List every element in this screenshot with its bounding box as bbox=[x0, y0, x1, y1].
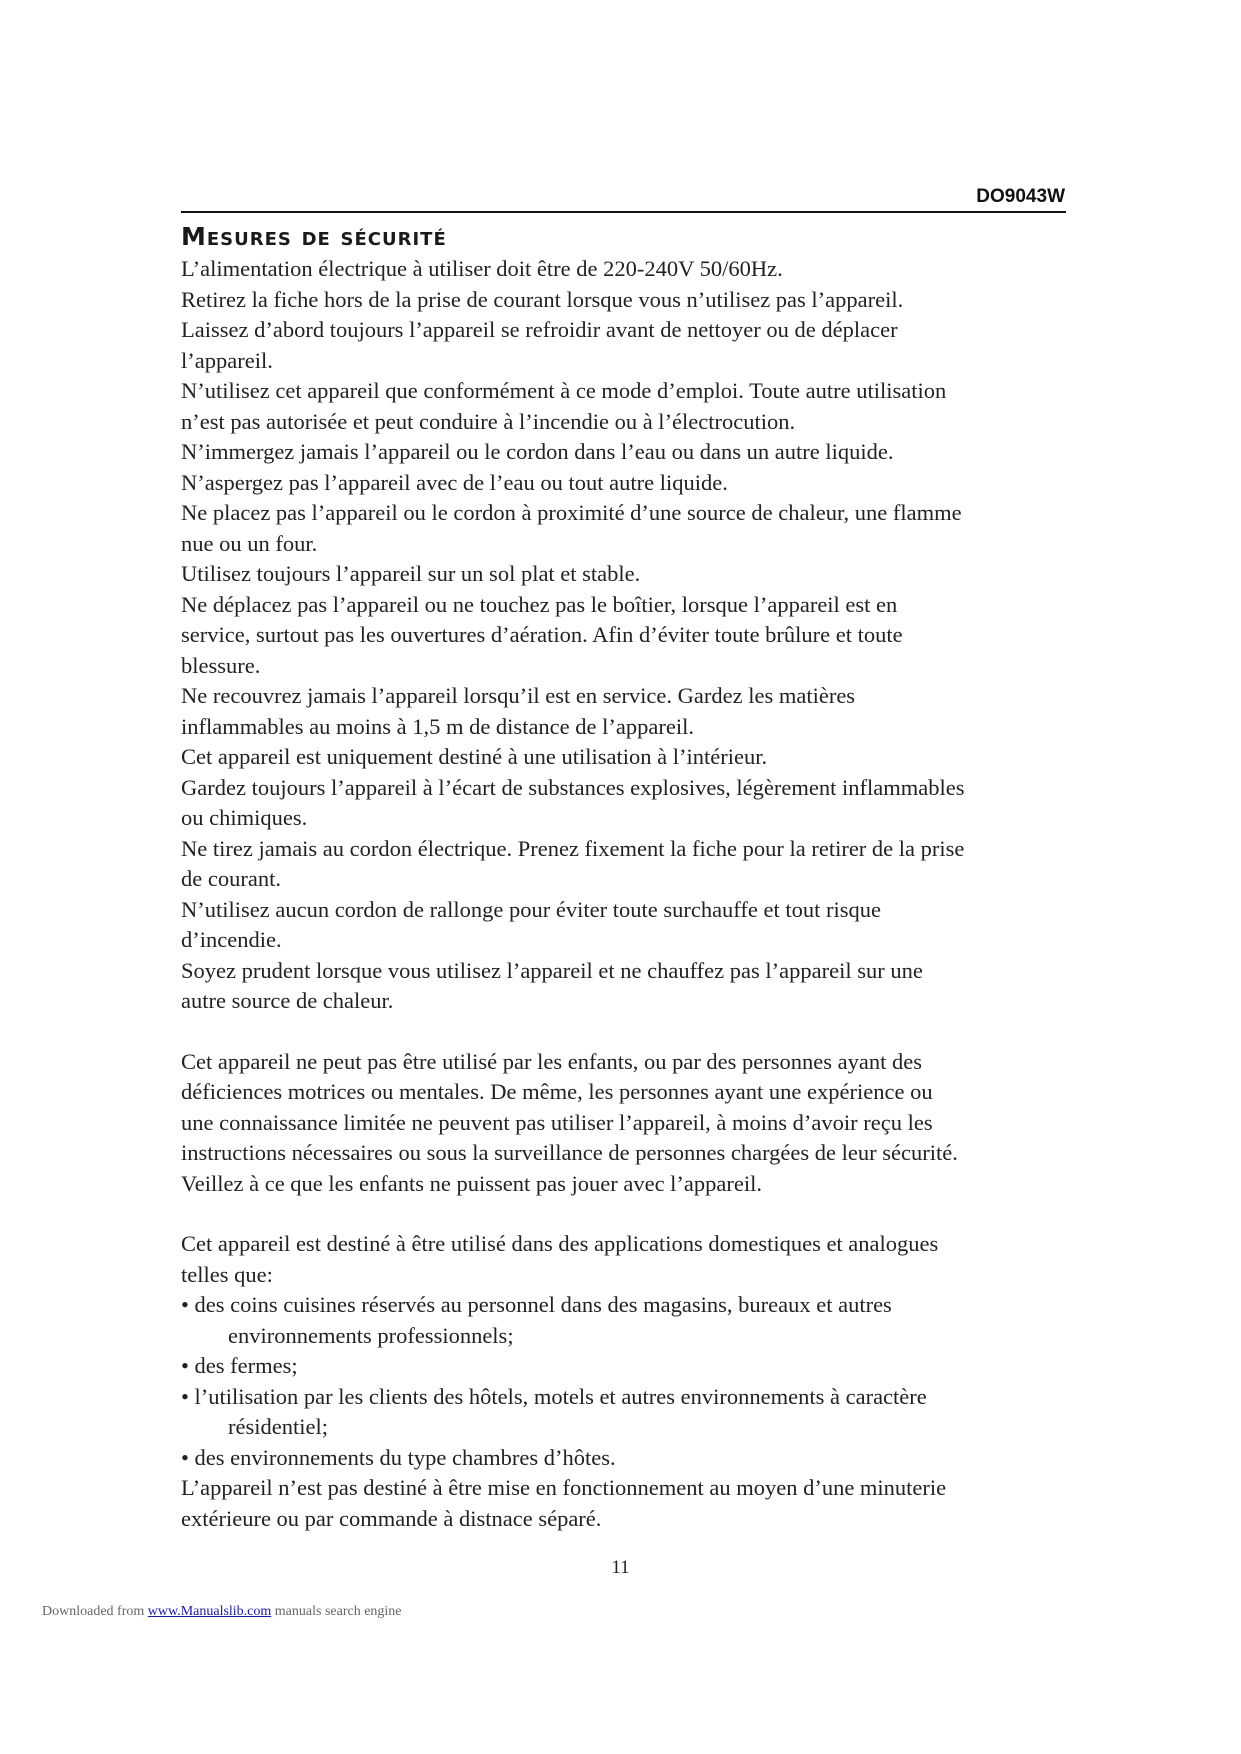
text-line: Ne déplacez pas l’appareil ou ne touchez pas le boîtier, lorsque l’appareil est en bbox=[181, 591, 898, 617]
manualslib-link[interactable]: www.Manualslib.com bbox=[147, 1604, 272, 1619]
list-item-text: des environnements du type chambres d’hôtes. bbox=[194, 1444, 616, 1470]
safety-lines bbox=[181, 254, 1071, 1017]
text-line: L’appareil n’est pas destiné à être mise en fonctionnement au moyen d’une minuterie bbox=[181, 1475, 947, 1500]
list-item-text: des coins cuisines réservés au personnel dans des magasins, bureaux et autres bbox=[194, 1292, 892, 1317]
list-item-continuation: environnements professionnels; bbox=[228, 1322, 514, 1348]
text-line: L’alimentation électrique à utiliser doit être de 220-240V 50/60Hz. bbox=[181, 256, 783, 281]
footer-prefix: Downloaded from bbox=[42, 1604, 148, 1619]
text-line: N’utilisez cet appareil que conformément à ce mode d’emploi. Toute autre utilisation bbox=[181, 378, 947, 403]
text-line: Utilisez toujours l’appareil sur un sol plat et stable. bbox=[181, 561, 641, 586]
text-line: telles que: bbox=[181, 1261, 273, 1287]
text-line: Ne recouvrez jamais l’appareil lorsqu’il est en service. Gardez les matières bbox=[181, 683, 856, 708]
text-line: instructions nécessaires ou sous la surveillance de personnes chargées de leur sécurité. bbox=[181, 1140, 958, 1165]
text-line: déficiences motrices ou mentales. De même, les personnes ayant une expérience ou bbox=[181, 1079, 933, 1104]
text-line: extérieure ou par commande à distnace séparé. bbox=[181, 1505, 602, 1531]
text-line: de courant. bbox=[181, 866, 281, 891]
text-line: nue ou un four. bbox=[181, 530, 318, 556]
text-line: N’aspergez pas l’appareil avec de l’eau ou tout autre liquide. bbox=[181, 469, 728, 495]
bullet-symbol: • bbox=[181, 1383, 189, 1409]
list-item-continuation: résidentiel; bbox=[228, 1414, 328, 1439]
header-rule bbox=[181, 211, 1066, 213]
text-line: l’appareil. bbox=[181, 347, 273, 373]
text-line: Cet appareil est destiné à être utilisé dans des applications domestiques et analogues bbox=[181, 1231, 939, 1256]
intended-use-paragraph bbox=[181, 1229, 1071, 1290]
text-line: service, surtout pas les ouvertures d’aération. Afin d’éviter toute brûlure et toute bbox=[181, 622, 903, 647]
text-line: Gardez toujours l’appareil à l’écart de substances explosives, légèrement inflammables bbox=[181, 774, 965, 800]
text-line: n’est pas autorisée et peut conduire à l’incendie ou à l’électrocution. bbox=[181, 408, 796, 434]
list-item bbox=[181, 1351, 1071, 1382]
text-line: inflammables au moins à 1,5 m de distance de l’appareil. bbox=[181, 713, 694, 739]
list-item bbox=[181, 1443, 1071, 1474]
text-line: Retirez la fiche hors de la prise de courant lorsque vous n’utilisez pas l’appareil. bbox=[181, 286, 904, 312]
section-title: Mesures de sécurité bbox=[181, 222, 447, 251]
text-line: ou chimiques. bbox=[181, 805, 308, 830]
list-item bbox=[181, 1290, 1071, 1351]
text-line: Ne placez pas l’appareil ou le cordon à proximité d’une source de chaleur, une flamme bbox=[181, 500, 962, 525]
safety-section bbox=[181, 220, 1071, 1534]
text-line: Cet appareil ne peut pas être utilisé par les enfants, ou par des personnes ayant des bbox=[181, 1048, 922, 1074]
bullet-symbol: • bbox=[181, 1353, 189, 1378]
bullet-symbol: • bbox=[181, 1292, 189, 1317]
text-line: Laissez d’abord toujours l’appareil se refroidir avant de nettoyer ou de déplacer bbox=[181, 317, 898, 342]
children-warning-paragraph bbox=[181, 1047, 1071, 1200]
paragraph-gap bbox=[181, 1199, 1071, 1229]
text-line: N’immergez jamais l’appareil ou le cordon dans l’eau ou dans un autre liquide. bbox=[181, 439, 894, 464]
text-line: blessure. bbox=[181, 652, 261, 678]
footer-suffix: manuals search engine bbox=[271, 1604, 402, 1619]
list-item-text: l’utilisation par les clients des hôtels, motels et autres environnements à caractère bbox=[194, 1383, 927, 1409]
text-line: Cet appareil est uniquement destiné à une utilisation à l’intérieur. bbox=[181, 744, 768, 769]
page-number: 11 bbox=[611, 1557, 630, 1578]
list-item bbox=[181, 1382, 1071, 1443]
bullet-symbol: • bbox=[181, 1444, 189, 1470]
text-line: N’utilisez aucun cordon de rallonge pour éviter toute surchauffe et tout risque bbox=[181, 896, 881, 922]
text-line: Veillez à ce que les enfants ne puissent pas jouer avec l’appareil. bbox=[181, 1170, 763, 1196]
download-footer bbox=[42, 1604, 402, 1620]
text-line: une connaissance limitée ne peuvent pas utiliser l’appareil, à moins d’avoir reçu les bbox=[181, 1109, 933, 1135]
text-line: Ne tirez jamais au cordon électrique. Prenez fixement la fiche pour la retirer de la prise bbox=[181, 835, 965, 861]
timer-note-paragraph bbox=[181, 1473, 1071, 1534]
paragraph-gap bbox=[181, 1017, 1071, 1047]
list-item-text: des fermes; bbox=[194, 1353, 298, 1378]
text-line: Soyez prudent lorsque vous utilisez l’appareil et ne chauffez pas l’appareil sur une bbox=[181, 957, 923, 983]
intended-use-list bbox=[181, 1290, 1071, 1473]
text-line: d’incendie. bbox=[181, 927, 282, 952]
model-number: DO9043W bbox=[976, 186, 1065, 207]
text-line: autre source de chaleur. bbox=[181, 988, 394, 1013]
